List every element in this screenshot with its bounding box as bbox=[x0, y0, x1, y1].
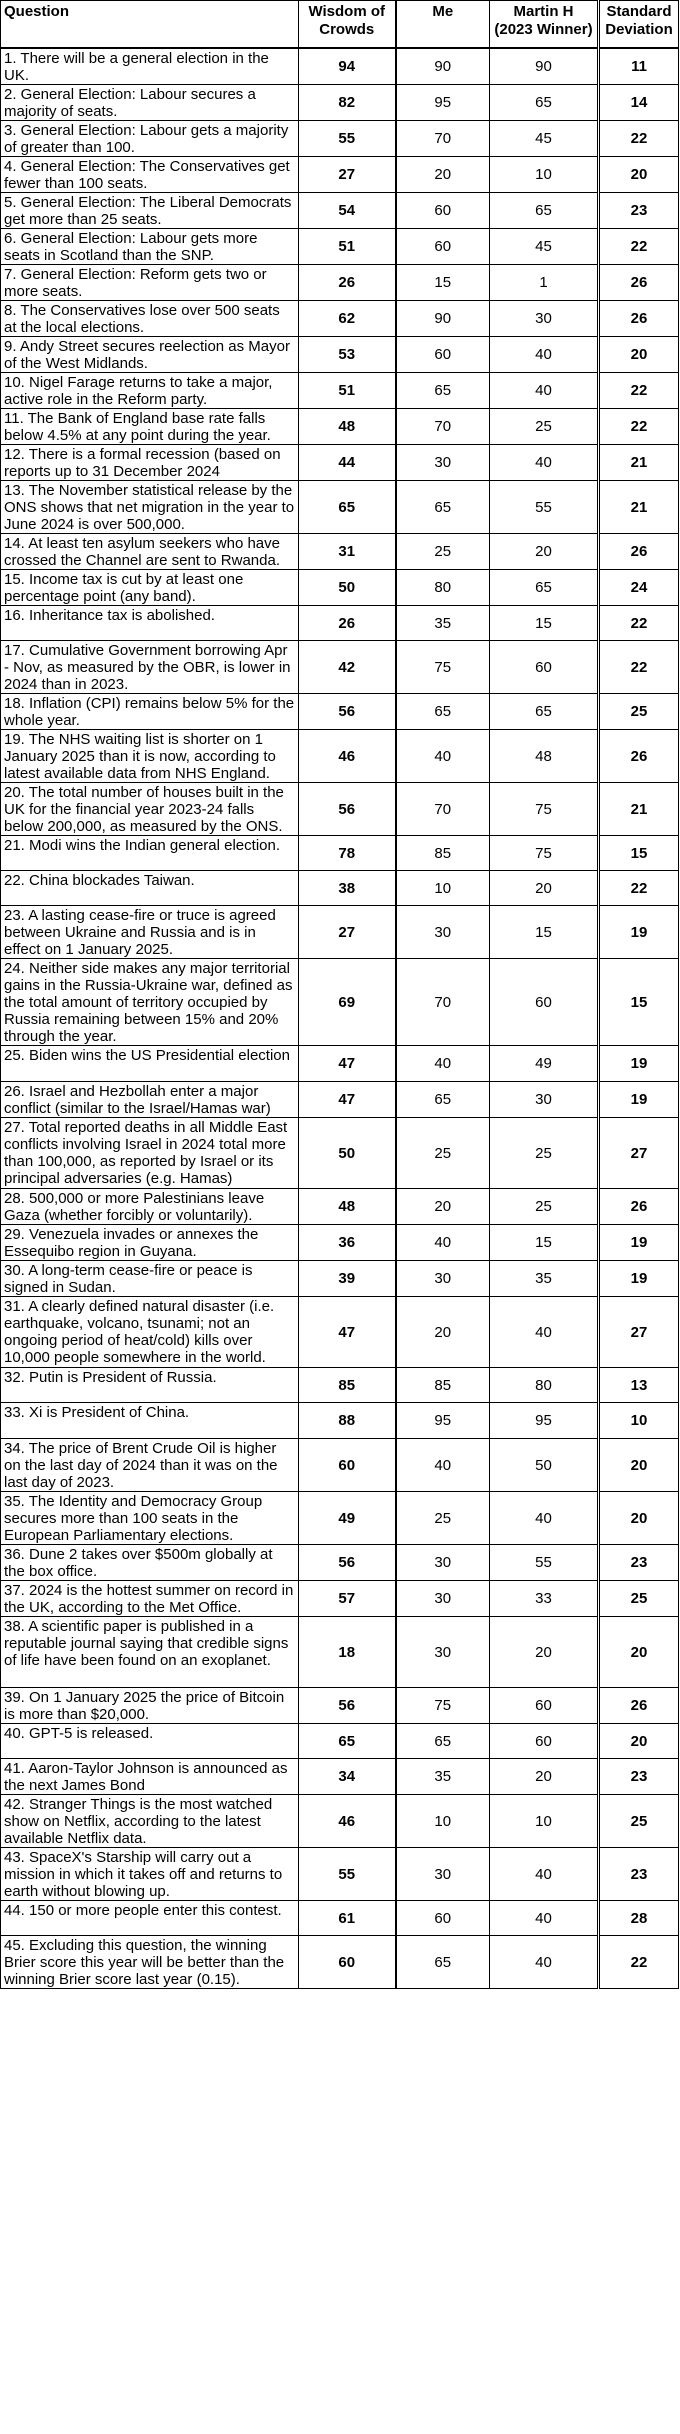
question-cell: 16. Inheritance tax is abolished. bbox=[1, 606, 299, 641]
question-cell: 18. Inflation (CPI) remains below 5% for the whole year. bbox=[1, 694, 299, 730]
table-row bbox=[1, 783, 679, 836]
standard-deviation-cell: 19 bbox=[599, 1082, 679, 1118]
me-cell: 30 bbox=[396, 906, 490, 959]
standard-deviation-cell: 13 bbox=[599, 1368, 679, 1403]
wisdom-of-crowds-cell: 65 bbox=[299, 481, 396, 534]
table-row bbox=[1, 906, 679, 959]
question-cell: 41. Aaron-Taylor Johnson is announced as the next James Bond bbox=[1, 1759, 299, 1795]
wisdom-of-crowds-cell: 39 bbox=[299, 1261, 396, 1297]
table-row bbox=[1, 409, 679, 445]
me-cell: 65 bbox=[396, 1724, 490, 1759]
question-cell: 34. The price of Brent Crude Oil is higher on the last day of 2024 than it was on the last day of 2023. bbox=[1, 1439, 299, 1492]
table-row bbox=[1, 570, 679, 606]
standard-deviation-cell: 23 bbox=[599, 1848, 679, 1901]
me-cell: 25 bbox=[396, 1492, 490, 1545]
martin-h-cell: 25 bbox=[490, 1118, 599, 1189]
wisdom-of-crowds-cell: 31 bbox=[299, 534, 396, 570]
table-row bbox=[1, 1046, 679, 1082]
me-cell: 60 bbox=[396, 337, 490, 373]
question-cell: 42. Stranger Things is the most watched show on Netflix, according to the latest available Netflix data. bbox=[1, 1795, 299, 1848]
standard-deviation-cell: 25 bbox=[599, 694, 679, 730]
me-cell: 85 bbox=[396, 1368, 490, 1403]
wisdom-of-crowds-cell: 46 bbox=[299, 730, 396, 783]
me-header: Me bbox=[396, 1, 490, 49]
wisdom-of-crowds-cell: 36 bbox=[299, 1225, 396, 1261]
question-cell: 28. 500,000 or more Palestinians leave Gaza (whether forcibly or voluntarily). bbox=[1, 1189, 299, 1225]
wisdom-of-crowds-cell: 61 bbox=[299, 1901, 396, 1936]
table-row bbox=[1, 1492, 679, 1545]
martin-h-cell: 10 bbox=[490, 1795, 599, 1848]
me-cell: 30 bbox=[396, 1261, 490, 1297]
standard-deviation-cell: 27 bbox=[599, 1297, 679, 1368]
question-cell: 7. General Election: Reform gets two or more seats. bbox=[1, 265, 299, 301]
martin-h-cell: 20 bbox=[490, 1617, 599, 1688]
me-cell: 40 bbox=[396, 1439, 490, 1492]
question-cell: 20. The total number of houses built in the UK for the financial year 2023-24 falls below 200,000, as measured by the ONS. bbox=[1, 783, 299, 836]
table-row bbox=[1, 1848, 679, 1901]
wisdom-of-crowds-cell: 65 bbox=[299, 1724, 396, 1759]
table-row bbox=[1, 959, 679, 1046]
wisdom-of-crowds-cell: 60 bbox=[299, 1936, 396, 1989]
wisdom-of-crowds-cell: 85 bbox=[299, 1368, 396, 1403]
martin-h-cell: 90 bbox=[490, 48, 599, 85]
table-row bbox=[1, 1368, 679, 1403]
question-cell: 43. SpaceX's Starship will carry out a mission in which it takes off and returns to earth without blowing up. bbox=[1, 1848, 299, 1901]
me-cell: 65 bbox=[396, 481, 490, 534]
standard-deviation-cell: 26 bbox=[599, 1688, 679, 1724]
standard-deviation-cell: 19 bbox=[599, 1225, 679, 1261]
question-cell: 39. On 1 January 2025 the price of Bitcoin is more than $20,000. bbox=[1, 1688, 299, 1724]
martin-h-cell: 65 bbox=[490, 85, 599, 121]
standard-deviation-cell: 19 bbox=[599, 1261, 679, 1297]
wisdom-of-crowds-cell: 51 bbox=[299, 373, 396, 409]
question-cell: 38. A scientific paper is published in a reputable journal saying that credible signs of life have been found on an exoplanet. bbox=[1, 1617, 299, 1688]
wisdom-of-crowds-cell: 47 bbox=[299, 1046, 396, 1082]
me-cell: 70 bbox=[396, 959, 490, 1046]
question-cell: 24. Neither side makes any major territorial gains in the Russia-Ukraine war, defined as the total amount of territory occupied by Russia remaining between 15% and 20% through the year. bbox=[1, 959, 299, 1046]
table-row bbox=[1, 1617, 679, 1688]
standard-deviation-cell: 25 bbox=[599, 1795, 679, 1848]
question-cell: 45. Excluding this question, the winning Brier score this year will be better than the winning Brier score last year (0.15). bbox=[1, 1936, 299, 1989]
me-cell: 15 bbox=[396, 265, 490, 301]
me-cell: 60 bbox=[396, 1901, 490, 1936]
martin-h-cell: 25 bbox=[490, 409, 599, 445]
standard-deviation-cell: 19 bbox=[599, 1046, 679, 1082]
table-row bbox=[1, 1759, 679, 1795]
me-cell: 60 bbox=[396, 193, 490, 229]
question-cell: 5. General Election: The Liberal Democrats get more than 25 seats. bbox=[1, 193, 299, 229]
wisdom-of-crowds-cell: 44 bbox=[299, 445, 396, 481]
wisdom-of-crowds-cell: 49 bbox=[299, 1492, 396, 1545]
me-cell: 30 bbox=[396, 445, 490, 481]
table-row bbox=[1, 337, 679, 373]
martin-h-cell: 20 bbox=[490, 871, 599, 906]
wisdom-of-crowds-cell: 26 bbox=[299, 265, 396, 301]
standard-deviation-cell: 21 bbox=[599, 481, 679, 534]
martin-h-cell: 75 bbox=[490, 836, 599, 871]
martin-h-cell: 60 bbox=[490, 959, 599, 1046]
martin-h-cell: 60 bbox=[490, 1688, 599, 1724]
table-row bbox=[1, 1581, 679, 1617]
me-cell: 90 bbox=[396, 48, 490, 85]
question-cell: 35. The Identity and Democracy Group secures more than 100 seats in the European Parliamentary elections. bbox=[1, 1492, 299, 1545]
question-cell: 27. Total reported deaths in all Middle East conflicts involving Israel in 2024 total more than 100,000, as reported by Israel or its principal adversaries (e.g. Hamas) bbox=[1, 1118, 299, 1189]
table-row bbox=[1, 1082, 679, 1118]
wisdom-of-crowds-cell: 55 bbox=[299, 1848, 396, 1901]
martin-h-cell: 30 bbox=[490, 301, 599, 337]
standard-deviation-cell: 20 bbox=[599, 1724, 679, 1759]
standard-deviation-cell: 19 bbox=[599, 906, 679, 959]
wisdom-of-crowds-cell: 54 bbox=[299, 193, 396, 229]
standard-deviation-cell: 22 bbox=[599, 641, 679, 694]
question-cell: 10. Nigel Farage returns to take a major, active role in the Reform party. bbox=[1, 373, 299, 409]
martin-h-cell: 48 bbox=[490, 730, 599, 783]
standard-deviation-cell: 22 bbox=[599, 871, 679, 906]
me-cell: 35 bbox=[396, 606, 490, 641]
me-cell: 20 bbox=[396, 1297, 490, 1368]
wisdom-of-crowds-cell: 51 bbox=[299, 229, 396, 265]
table-row bbox=[1, 534, 679, 570]
standard-deviation-cell: 27 bbox=[599, 1118, 679, 1189]
standard-deviation-cell: 15 bbox=[599, 836, 679, 871]
martin-h-cell: 40 bbox=[490, 1297, 599, 1368]
table-row bbox=[1, 606, 679, 641]
me-cell: 65 bbox=[396, 1936, 490, 1989]
wisdom-of-crowds-header: Wisdom of Crowds bbox=[299, 1, 396, 49]
standard-deviation-cell: 20 bbox=[599, 1492, 679, 1545]
martin-h-cell: 49 bbox=[490, 1046, 599, 1082]
martin-h-cell: 15 bbox=[490, 906, 599, 959]
martin-h-cell: 15 bbox=[490, 1225, 599, 1261]
standard-deviation-cell: 20 bbox=[599, 157, 679, 193]
martin-h-cell: 25 bbox=[490, 1189, 599, 1225]
wisdom-of-crowds-cell: 26 bbox=[299, 606, 396, 641]
me-cell: 40 bbox=[396, 730, 490, 783]
martin-h-cell: 40 bbox=[490, 1901, 599, 1936]
question-cell: 13. The November statistical release by the ONS shows that net migration in the year to June 2024 is over 500,000. bbox=[1, 481, 299, 534]
standard-deviation-cell: 21 bbox=[599, 445, 679, 481]
martin-h-cell: 80 bbox=[490, 1368, 599, 1403]
standard-deviation-cell: 26 bbox=[599, 534, 679, 570]
standard-deviation-cell: 14 bbox=[599, 85, 679, 121]
me-cell: 90 bbox=[396, 301, 490, 337]
table-row bbox=[1, 48, 679, 85]
wisdom-of-crowds-cell: 62 bbox=[299, 301, 396, 337]
standard-deviation-cell: 25 bbox=[599, 1581, 679, 1617]
wisdom-of-crowds-cell: 56 bbox=[299, 1688, 396, 1724]
wisdom-of-crowds-cell: 55 bbox=[299, 121, 396, 157]
martin-h-cell: 33 bbox=[490, 1581, 599, 1617]
wisdom-of-crowds-cell: 82 bbox=[299, 85, 396, 121]
standard-deviation-cell: 22 bbox=[599, 606, 679, 641]
standard-deviation-cell: 20 bbox=[599, 337, 679, 373]
standard-deviation-cell: 26 bbox=[599, 730, 679, 783]
question-cell: 6. General Election: Labour gets more seats in Scotland than the SNP. bbox=[1, 229, 299, 265]
me-cell: 30 bbox=[396, 1581, 490, 1617]
martin-h-cell: 75 bbox=[490, 783, 599, 836]
table-row bbox=[1, 445, 679, 481]
martin-h-cell: 50 bbox=[490, 1439, 599, 1492]
table-row bbox=[1, 193, 679, 229]
martin-h-cell: 65 bbox=[490, 694, 599, 730]
martin-h-cell: 45 bbox=[490, 121, 599, 157]
standard-deviation-cell: 20 bbox=[599, 1439, 679, 1492]
question-cell: 36. Dune 2 takes over $500m globally at the box office. bbox=[1, 1545, 299, 1581]
table-row bbox=[1, 85, 679, 121]
martin-h-cell: 1 bbox=[490, 265, 599, 301]
standard-deviation-cell: 28 bbox=[599, 1901, 679, 1936]
martin-h-cell: 20 bbox=[490, 1759, 599, 1795]
me-cell: 40 bbox=[396, 1046, 490, 1082]
standard-deviation-cell: 23 bbox=[599, 1759, 679, 1795]
martin-h-cell: 45 bbox=[490, 229, 599, 265]
martin-h-cell: 40 bbox=[490, 337, 599, 373]
standard-deviation-cell: 22 bbox=[599, 373, 679, 409]
question-cell: 22. China blockades Taiwan. bbox=[1, 871, 299, 906]
martin-h-cell: 40 bbox=[490, 373, 599, 409]
table-row bbox=[1, 121, 679, 157]
table-row bbox=[1, 730, 679, 783]
table-row bbox=[1, 373, 679, 409]
wisdom-of-crowds-cell: 88 bbox=[299, 1403, 396, 1439]
standard-deviation-cell: 10 bbox=[599, 1403, 679, 1439]
table-row bbox=[1, 1439, 679, 1492]
wisdom-of-crowds-cell: 50 bbox=[299, 570, 396, 606]
header-row bbox=[1, 1, 679, 49]
table-row bbox=[1, 1545, 679, 1581]
me-cell: 10 bbox=[396, 1795, 490, 1848]
me-cell: 30 bbox=[396, 1617, 490, 1688]
question-cell: 4. General Election: The Conservatives get fewer than 100 seats. bbox=[1, 157, 299, 193]
martin-h-cell: 15 bbox=[490, 606, 599, 641]
me-cell: 65 bbox=[396, 373, 490, 409]
martin-h-cell: 65 bbox=[490, 193, 599, 229]
table-row bbox=[1, 229, 679, 265]
wisdom-of-crowds-cell: 47 bbox=[299, 1297, 396, 1368]
standard-deviation-cell: 20 bbox=[599, 1617, 679, 1688]
question-header: Question bbox=[1, 1, 299, 49]
table-row bbox=[1, 1118, 679, 1189]
question-cell: 19. The NHS waiting list is shorter on 1 January 2025 than it is now, according to latest available data from NHS England. bbox=[1, 730, 299, 783]
martin-h-cell: 30 bbox=[490, 1082, 599, 1118]
standard-deviation-cell: 23 bbox=[599, 1545, 679, 1581]
martin-h-cell: 20 bbox=[490, 534, 599, 570]
standard-deviation-cell: 23 bbox=[599, 193, 679, 229]
question-cell: 29. Venezuela invades or annexes the Essequibo region in Guyana. bbox=[1, 1225, 299, 1261]
wisdom-of-crowds-cell: 94 bbox=[299, 48, 396, 85]
table-row bbox=[1, 1901, 679, 1936]
me-cell: 80 bbox=[396, 570, 490, 606]
martin-h-cell: 40 bbox=[490, 1936, 599, 1989]
martin-h-cell: 60 bbox=[490, 1724, 599, 1759]
question-cell: 11. The Bank of England base rate falls below 4.5% at any point during the year. bbox=[1, 409, 299, 445]
me-cell: 10 bbox=[396, 871, 490, 906]
table-row bbox=[1, 1297, 679, 1368]
standard-deviation-cell: 22 bbox=[599, 409, 679, 445]
question-cell: 17. Cumulative Government borrowing Apr - Nov, as measured by the OBR, is lower in 2024 than in 2023. bbox=[1, 641, 299, 694]
me-cell: 70 bbox=[396, 783, 490, 836]
question-cell: 30. A long-term cease-fire or peace is signed in Sudan. bbox=[1, 1261, 299, 1297]
standard-deviation-cell: 21 bbox=[599, 783, 679, 836]
wisdom-of-crowds-cell: 57 bbox=[299, 1581, 396, 1617]
standard-deviation-header: Standard Deviation bbox=[599, 1, 679, 49]
martin-h-cell: 95 bbox=[490, 1403, 599, 1439]
table-row bbox=[1, 871, 679, 906]
standard-deviation-cell: 26 bbox=[599, 265, 679, 301]
martin-h-cell: 40 bbox=[490, 445, 599, 481]
question-cell: 3. General Election: Labour gets a majority of greater than 100. bbox=[1, 121, 299, 157]
wisdom-of-crowds-cell: 56 bbox=[299, 783, 396, 836]
question-cell: 12. There is a formal recession (based on reports up to 31 December 2024 bbox=[1, 445, 299, 481]
standard-deviation-cell: 24 bbox=[599, 570, 679, 606]
table-header bbox=[1, 1, 679, 49]
standard-deviation-cell: 22 bbox=[599, 229, 679, 265]
question-cell: 37. 2024 is the hottest summer on record in the UK, according to the Met Office. bbox=[1, 1581, 299, 1617]
question-cell: 44. 150 or more people enter this contest. bbox=[1, 1901, 299, 1936]
question-cell: 40. GPT-5 is released. bbox=[1, 1724, 299, 1759]
table-row bbox=[1, 1936, 679, 1989]
wisdom-of-crowds-cell: 69 bbox=[299, 959, 396, 1046]
question-cell: 25. Biden wins the US Presidential election bbox=[1, 1046, 299, 1082]
me-cell: 95 bbox=[396, 85, 490, 121]
me-cell: 65 bbox=[396, 1082, 490, 1118]
standard-deviation-cell: 26 bbox=[599, 1189, 679, 1225]
table-row bbox=[1, 641, 679, 694]
me-cell: 75 bbox=[396, 1688, 490, 1724]
martin-h-cell: 55 bbox=[490, 1545, 599, 1581]
standard-deviation-cell: 22 bbox=[599, 1936, 679, 1989]
standard-deviation-cell: 15 bbox=[599, 959, 679, 1046]
martin-h-cell: 60 bbox=[490, 641, 599, 694]
me-cell: 25 bbox=[396, 1118, 490, 1189]
martin-h-cell: 55 bbox=[490, 481, 599, 534]
wisdom-of-crowds-cell: 27 bbox=[299, 157, 396, 193]
me-cell: 20 bbox=[396, 157, 490, 193]
me-cell: 75 bbox=[396, 641, 490, 694]
me-cell: 35 bbox=[396, 1759, 490, 1795]
table-row bbox=[1, 836, 679, 871]
martin-h-cell: 65 bbox=[490, 570, 599, 606]
wisdom-of-crowds-cell: 56 bbox=[299, 1545, 396, 1581]
table-row bbox=[1, 1795, 679, 1848]
table-row bbox=[1, 481, 679, 534]
table-row bbox=[1, 1688, 679, 1724]
wisdom-of-crowds-cell: 56 bbox=[299, 694, 396, 730]
me-cell: 40 bbox=[396, 1225, 490, 1261]
question-cell: 23. A lasting cease-fire or truce is agreed between Ukraine and Russia and is in effect on 1 January 2025. bbox=[1, 906, 299, 959]
standard-deviation-cell: 26 bbox=[599, 301, 679, 337]
question-cell: 2. General Election: Labour secures a majority of seats. bbox=[1, 85, 299, 121]
question-cell: 21. Modi wins the Indian general election. bbox=[1, 836, 299, 871]
wisdom-of-crowds-cell: 34 bbox=[299, 1759, 396, 1795]
me-cell: 70 bbox=[396, 409, 490, 445]
question-cell: 1. There will be a general election in the UK. bbox=[1, 48, 299, 85]
standard-deviation-cell: 11 bbox=[599, 48, 679, 85]
wisdom-of-crowds-cell: 47 bbox=[299, 1082, 396, 1118]
table-row bbox=[1, 1189, 679, 1225]
question-cell: 9. Andy Street secures reelection as Mayor of the West Midlands. bbox=[1, 337, 299, 373]
wisdom-of-crowds-cell: 46 bbox=[299, 1795, 396, 1848]
martin-h-cell: 10 bbox=[490, 157, 599, 193]
question-cell: 14. At least ten asylum seekers who have crossed the Channel are sent to Rwanda. bbox=[1, 534, 299, 570]
me-cell: 25 bbox=[396, 534, 490, 570]
me-cell: 85 bbox=[396, 836, 490, 871]
wisdom-of-crowds-cell: 48 bbox=[299, 1189, 396, 1225]
wisdom-of-crowds-cell: 53 bbox=[299, 337, 396, 373]
question-cell: 8. The Conservatives lose over 500 seats at the local elections. bbox=[1, 301, 299, 337]
martin-h-cell: 40 bbox=[490, 1492, 599, 1545]
martin-h-header: Martin H (2023 Winner) bbox=[490, 1, 599, 49]
table-body bbox=[1, 48, 679, 1989]
standard-deviation-cell: 22 bbox=[599, 121, 679, 157]
me-cell: 60 bbox=[396, 229, 490, 265]
wisdom-of-crowds-cell: 18 bbox=[299, 1617, 396, 1688]
me-cell: 30 bbox=[396, 1545, 490, 1581]
table-row bbox=[1, 1261, 679, 1297]
table-row bbox=[1, 1225, 679, 1261]
wisdom-of-crowds-cell: 42 bbox=[299, 641, 396, 694]
table-row bbox=[1, 694, 679, 730]
me-cell: 65 bbox=[396, 694, 490, 730]
me-cell: 20 bbox=[396, 1189, 490, 1225]
wisdom-of-crowds-cell: 50 bbox=[299, 1118, 396, 1189]
table-row bbox=[1, 265, 679, 301]
question-cell: 26. Israel and Hezbollah enter a major conflict (similar to the Israel/Hamas war) bbox=[1, 1082, 299, 1118]
me-cell: 95 bbox=[396, 1403, 490, 1439]
wisdom-of-crowds-cell: 78 bbox=[299, 836, 396, 871]
question-cell: 33. Xi is President of China. bbox=[1, 1403, 299, 1439]
wisdom-of-crowds-cell: 38 bbox=[299, 871, 396, 906]
question-cell: 32. Putin is President of Russia. bbox=[1, 1368, 299, 1403]
martin-h-cell: 35 bbox=[490, 1261, 599, 1297]
me-cell: 70 bbox=[396, 121, 490, 157]
table-row bbox=[1, 157, 679, 193]
table-row bbox=[1, 301, 679, 337]
question-cell: 15. Income tax is cut by at least one percentage point (any band). bbox=[1, 570, 299, 606]
question-cell: 31. A clearly defined natural disaster (i.e. earthquake, volcano, tsunami; not an ongoing period of heat/cold) kills over 10,000 people somewhere in the world. bbox=[1, 1297, 299, 1368]
wisdom-of-crowds-cell: 48 bbox=[299, 409, 396, 445]
me-cell: 30 bbox=[396, 1848, 490, 1901]
wisdom-of-crowds-cell: 27 bbox=[299, 906, 396, 959]
table-row bbox=[1, 1403, 679, 1439]
wisdom-of-crowds-cell: 60 bbox=[299, 1439, 396, 1492]
martin-h-cell: 40 bbox=[490, 1848, 599, 1901]
table-row bbox=[1, 1724, 679, 1759]
